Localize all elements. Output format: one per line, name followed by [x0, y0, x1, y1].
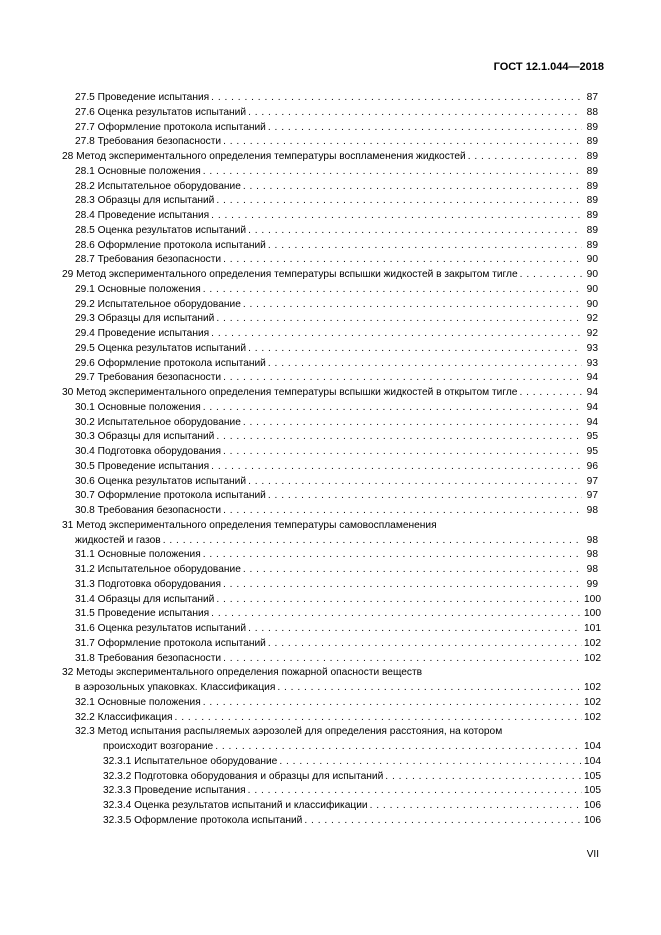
toc-entry-page: 89: [586, 210, 598, 221]
toc-entry[interactable]: [62, 593, 601, 608]
toc-leader-dots: [216, 312, 582, 327]
toc-leader-dots: [519, 386, 582, 401]
toc-entry-title: 28 Метод экспериментального определения температуры воспламенения жидкостей: [62, 151, 466, 162]
toc-entry-page: 102: [584, 696, 601, 708]
toc-entry[interactable]: [62, 799, 601, 814]
toc-entry-page: 102: [584, 682, 601, 693]
toc-entry-title: 31.6 Оценка результатов испытаний: [75, 623, 247, 634]
toc-entry-title: 30.3 Образцы для испытаний: [75, 431, 215, 443]
toc-entry[interactable]: [62, 548, 598, 563]
toc-entry[interactable]: [62, 652, 601, 667]
toc-entry-title: 30.7 Оформление протокола испытаний: [75, 490, 266, 502]
toc-entry-title: 31.7 Оформление протокола испытаний: [75, 637, 266, 649]
toc-leader-dots: [248, 475, 582, 490]
toc-entry[interactable]: [62, 165, 598, 180]
toc-entry[interactable]: [62, 194, 598, 209]
toc-entry[interactable]: [62, 224, 598, 239]
toc-leader-dots: [520, 268, 582, 283]
toc-entry-title: 29.3 Образцы для испытаний: [75, 313, 215, 325]
toc-entry[interactable]: [62, 327, 598, 342]
toc-leader-dots: [243, 563, 582, 578]
toc-entry-title: 28.5 Оценка результатов испытаний: [75, 224, 247, 236]
toc-entry[interactable]: [62, 106, 598, 121]
toc-entry-title: 28.7 Требования безопасности: [75, 254, 222, 266]
toc-entry-page: 98: [586, 549, 598, 561]
toc-leader-dots: [216, 593, 582, 608]
toc-entry-page: 89: [586, 136, 598, 148]
toc-leader-dots: [248, 622, 582, 637]
toc-entry-page: 95: [586, 446, 598, 457]
toc-entry[interactable]: [62, 283, 598, 298]
toc-entry[interactable]: [62, 298, 598, 313]
toc-entry[interactable]: [62, 135, 598, 150]
toc-entry-title: 30.4 Подготовка оборудования: [75, 446, 221, 457]
toc-entry-page: 89: [586, 195, 598, 207]
toc-entry-title: 27.5 Проведение испытания: [75, 92, 210, 103]
toc-entry[interactable]: [62, 312, 598, 327]
toc-entry-title: 30.5 Проведение испытания: [75, 460, 210, 472]
toc-entry-title: 27.8 Требования безопасности: [75, 136, 222, 148]
toc-entry-page: 98: [586, 534, 598, 546]
toc-entry[interactable]: [62, 416, 598, 431]
toc-entry-title: в аэрозольных упаковках. Классификация: [75, 682, 276, 693]
toc-entry[interactable]: [62, 681, 601, 696]
toc-entry[interactable]: [62, 150, 598, 165]
toc-entry[interactable]: [62, 578, 598, 593]
toc-entry-title: 31.4 Образцы для испытаний: [75, 593, 215, 605]
toc-entry-title: 29 Метод экспериментального определения температуры вспышки жидкостей в закрытом тигле: [62, 269, 518, 280]
toc-entry-title: 32.3.1 Испытательное оборудование: [103, 755, 278, 767]
toc-entry-page: 98: [586, 505, 598, 516]
toc-entry[interactable]: [62, 386, 598, 401]
toc-entry-page: 89: [586, 239, 598, 251]
toc-entry-title: 30.8 Требования безопасности: [75, 505, 222, 516]
toc-entry-page: 100: [584, 593, 601, 605]
toc-leader-dots: [223, 445, 582, 460]
toc-entry-page: 90: [586, 283, 598, 295]
toc-entry[interactable]: [62, 740, 601, 755]
toc-entry-title: 31.5 Проведение испытания: [75, 608, 210, 620]
toc-entry[interactable]: [62, 342, 598, 357]
toc-entry-page: 94: [586, 416, 598, 428]
toc-entry-page: 104: [584, 741, 601, 752]
toc-entry-title: 30.6 Оценка результатов испытаний: [75, 475, 247, 487]
toc-entry[interactable]: [62, 460, 598, 475]
toc-entry[interactable]: [62, 180, 598, 195]
toc-entry[interactable]: [62, 445, 598, 460]
toc-entry[interactable]: [62, 563, 598, 578]
toc-entry[interactable]: [62, 253, 598, 268]
toc-entry[interactable]: [62, 814, 601, 829]
toc-entry-page: 97: [586, 475, 598, 487]
toc-leader-dots: [268, 239, 582, 254]
toc-entry-title: 28.2 Испытательное оборудование: [75, 180, 241, 192]
toc-entry-title: 31 Метод экспериментального определения температуры самовоспламенения: [62, 519, 437, 531]
toc-entry-title: 29.6 Оформление протокола испытаний: [75, 357, 266, 369]
toc-entry-title: 31.8 Требования безопасности: [75, 652, 222, 664]
toc-leader-dots: [211, 607, 582, 622]
toc-leader-dots: [211, 460, 582, 475]
toc-leader-dots: [268, 121, 582, 136]
toc-entry-page: 94: [586, 387, 598, 398]
toc-leader-dots: [223, 253, 582, 268]
toc-entry[interactable]: [62, 239, 598, 254]
toc-entry-page: 90: [586, 269, 598, 280]
toc-entry-title: жидкостей и газов: [75, 534, 161, 546]
toc-entry[interactable]: [62, 91, 598, 106]
toc-entry-page: 89: [586, 165, 598, 177]
toc-entry-title: 29.2 Испытательное оборудование: [75, 298, 241, 310]
toc-leader-dots: [203, 283, 582, 298]
toc-entry-page: 90: [586, 254, 598, 266]
toc-leader-dots: [279, 755, 582, 770]
toc-entry[interactable]: [62, 711, 601, 726]
toc-entry-page: 101: [584, 623, 601, 634]
toc-entry-title: 32.2 Классификация: [75, 711, 173, 723]
toc-entry-title: 29.5 Оценка результатов испытаний: [75, 342, 247, 354]
toc-entry[interactable]: [62, 637, 601, 652]
toc-leader-dots: [223, 504, 582, 519]
toc-leader-dots: [304, 814, 582, 829]
toc-leader-dots: [211, 327, 582, 342]
toc-entry[interactable]: [62, 430, 598, 445]
toc-entry-page: 93: [586, 342, 598, 354]
toc-entry-page: 87: [586, 92, 598, 103]
toc-leader-dots: [248, 106, 582, 121]
toc-entry[interactable]: [62, 519, 598, 534]
toc-leader-dots: [248, 342, 582, 357]
toc-leader-dots: [268, 489, 582, 504]
toc-entry-title: 32.3.4 Оценка результатов испытаний и классификации: [103, 800, 368, 811]
toc-entry-title: 29.1 Основные положения: [75, 283, 201, 295]
toc-entry-title: 28.4 Проведение испытания: [75, 210, 210, 221]
toc-entry-title: 31.1 Основные положения: [75, 549, 201, 561]
toc-entry[interactable]: [62, 534, 598, 549]
toc-entry-page: 102: [584, 711, 601, 723]
toc-entry-title: 32.3.3 Проведение испытания: [103, 785, 246, 797]
toc-leader-dots: [216, 430, 582, 445]
toc-entry-page: 89: [586, 180, 598, 192]
toc-entry[interactable]: [62, 371, 598, 386]
toc-leader-dots: [243, 180, 582, 195]
toc-entry-title: 30 Метод экспериментального определения температуры вспышки жидкостей в открытом тигле: [62, 387, 518, 398]
toc-leader-dots: [216, 194, 582, 209]
toc-entry-page: 89: [586, 121, 598, 133]
toc-entry-page: 102: [584, 637, 601, 649]
toc-leader-dots: [243, 298, 582, 313]
toc-entry[interactable]: [62, 121, 598, 136]
toc-leader-dots: [223, 652, 582, 667]
toc-entry-page: 97: [586, 490, 598, 502]
toc-leader-dots: [248, 784, 582, 799]
toc-entry-title: 32.3.2 Подготовка оборудования и образцы для испытаний: [103, 770, 384, 782]
toc-entry[interactable]: [62, 504, 598, 519]
toc-leader-dots: [223, 135, 582, 150]
toc-entry-title: 27.7 Оформление протокола испытаний: [75, 121, 266, 133]
toc-entry[interactable]: [62, 770, 601, 785]
toc-entry-title: 27.6 Оценка результатов испытаний: [75, 106, 247, 118]
toc-leader-dots: [175, 711, 582, 726]
toc-entry-title: 29.4 Проведение испытания: [75, 328, 210, 339]
toc-leader-dots: [211, 209, 582, 224]
toc-entry-title: 29.7 Требования безопасности: [75, 372, 222, 384]
toc-entry-title: происходит возгорание: [103, 741, 214, 752]
toc-entry[interactable]: [62, 755, 601, 770]
toc-entry-title: 32.3 Метод испытания распыляемых аэрозолей для определения расстояния, на котором: [75, 726, 503, 738]
toc-entry-page: 106: [584, 800, 601, 811]
toc-entry-title: 30.1 Основные положения: [75, 401, 201, 413]
toc-entry-page: 106: [584, 814, 601, 826]
toc-entry[interactable]: [62, 357, 598, 372]
toc-entry-title: 28.3 Образцы для испытаний: [75, 195, 215, 207]
toc-leader-dots: [277, 681, 582, 696]
toc-entry[interactable]: [62, 268, 598, 283]
toc-entry-title: 30.2 Испытательное оборудование: [75, 416, 241, 428]
toc-entry[interactable]: [62, 475, 598, 490]
toc-leader-dots: [243, 416, 582, 431]
toc-entry-page: 99: [586, 578, 598, 590]
toc-entry[interactable]: [62, 607, 601, 622]
toc-entry-title: 28.6 Оформление протокола испытаний: [75, 239, 266, 251]
toc-entry-page: 98: [586, 564, 598, 575]
toc-entry-page: 105: [584, 770, 601, 782]
toc-leader-dots: [203, 548, 582, 563]
toc-leader-dots: [203, 165, 582, 180]
toc-leader-dots: [163, 534, 582, 549]
toc-entry-title: 32 Методы экспериментального определения пожарной опасности веществ: [62, 667, 423, 679]
toc-entry-page: 104: [584, 755, 601, 767]
toc-leader-dots: [370, 799, 582, 814]
toc-leader-dots: [203, 401, 582, 416]
toc-entry-page: 96: [586, 460, 598, 472]
toc-entry-page: 93: [586, 357, 598, 369]
toc-leader-dots: [468, 150, 582, 165]
toc-entry-page: 105: [584, 785, 601, 797]
toc-entry[interactable]: [62, 401, 598, 416]
toc-leader-dots: [211, 91, 582, 106]
toc-leader-dots: [268, 637, 582, 652]
toc-entry-page: 89: [586, 151, 598, 162]
toc-entry-page: 90: [586, 298, 598, 310]
toc-entry[interactable]: [62, 725, 598, 740]
toc-entry-page: 100: [584, 608, 601, 620]
toc-entry[interactable]: [62, 666, 598, 681]
toc-entry-page: 95: [586, 431, 598, 443]
toc-leader-dots: [223, 371, 582, 386]
toc-entry-title: 32.1 Основные положения: [75, 696, 201, 708]
toc-entry-page: 88: [586, 106, 598, 118]
toc-entry[interactable]: [62, 209, 598, 224]
toc-entry-title: 28.1 Основные положения: [75, 165, 201, 177]
toc-entry[interactable]: [62, 696, 601, 711]
toc-entry-page: 102: [584, 652, 601, 664]
document-header: ГОСТ 12.1.044—2018: [493, 61, 604, 73]
toc-leader-dots: [215, 740, 582, 755]
toc-entry[interactable]: [62, 489, 598, 504]
table-of-contents: [62, 91, 601, 829]
toc-leader-dots: [248, 224, 582, 239]
toc-entry-page: 94: [586, 401, 598, 413]
toc-entry[interactable]: [62, 784, 601, 799]
toc-entry-title: 31.3 Подготовка оборудования: [75, 578, 221, 590]
toc-leader-dots: [385, 770, 582, 785]
toc-entry-title: 31.2 Испытательное оборудование: [75, 564, 241, 575]
toc-entry-page: 92: [586, 328, 598, 339]
page-number: VII: [586, 849, 599, 860]
toc-entry-page: 94: [586, 372, 598, 384]
toc-entry-title: 32.3.5 Оформление протокола испытаний: [103, 814, 303, 826]
toc-entry-page: 92: [586, 313, 598, 325]
toc-entry[interactable]: [62, 622, 601, 637]
toc-leader-dots: [223, 578, 582, 593]
toc-leader-dots: [203, 696, 582, 711]
toc-entry-page: 89: [586, 224, 598, 236]
toc-leader-dots: [268, 357, 582, 372]
